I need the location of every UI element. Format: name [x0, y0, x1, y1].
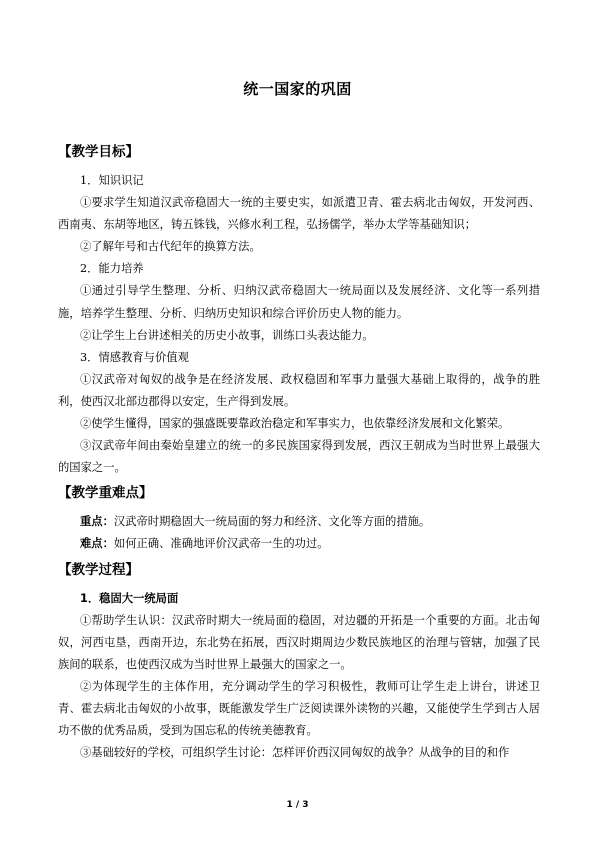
goals-values-heading: 3．情感教育与价值观: [80, 350, 189, 364]
focus-text: 汉武帝时期稳固大一统局面的努力和经济、文化等方面的措施。: [113, 515, 431, 529]
process-item-1: ①帮助学生认识：汉武帝时期大一统局面的稳固，对边疆的开拓是一个重要的方面。北击匈奴，河西屯垦，西南开边，东北势在拓展，西汉时期周边少数民族地区的治理与管辖，加强了民族间的联系，也使西汉成为当时世界上最强大的国家之一。: [58, 613, 540, 671]
page-title: 统一国家的巩固: [243, 80, 352, 98]
goals-values-item-2: ②使学生懂得，国家的强盛既要靠政治稳定和军事实力，也依靠经济发展和文化繁荣。: [80, 417, 510, 431]
goals-ability-item-2: ②让学生上台讲述相关的历史小故事，训练口头表达能力。: [80, 328, 374, 342]
difficulty-label: 难点：: [80, 537, 114, 551]
process-subheading-1-text: 1．稳固大一统局面: [80, 591, 179, 605]
page-number: 1 / 3: [286, 800, 309, 810]
focus-label: 重点：: [80, 515, 114, 529]
section-heading-goals: 【教学目标】: [58, 144, 139, 160]
goals-knowledge-heading: 1．知识识记: [80, 174, 144, 187]
process-item-3: ③基础较好的学校，可组织学生讨论：怎样评价西汉同匈奴的战争？从战争的目的和作: [80, 746, 510, 760]
goals-values-item-1: ①汉武帝对匈奴的战争是在经济发展、政权稳固和军事力量强大基础上取得的，战争的胜利，使西汉北部边郡得以安定，生产得到发展。: [58, 372, 540, 408]
section-heading-keypoints: 【教学重难点】: [58, 485, 153, 502]
keypoint-difficulty: [58, 533, 540, 555]
goals-ability-item-1: ①通过引导学生整理、分析、归纳汉武帝稳固大一统局面以及发展经济、文化等一系列措施，培养学生整理、分析、归纳历史知识和综合评价历史人物的能力。: [58, 284, 540, 320]
process-item-2: ②为体现学生的主体作用，充分调动学生的学习积极性，教师可让学生走上讲台，讲述卫青、霍去病北击匈奴的小故事，既能激发学生广泛阅读课外读物的兴趣，又能使学生学到古人居功不傲的优秀品质，受到为国忘私的传统美德教育。: [58, 679, 540, 738]
document-body: [58, 140, 540, 764]
process-subheading-1: [58, 588, 540, 610]
goals-values-item-3: ③汉武帝年间由秦始皇建立的统一的多民族国家得到发展，西汉王朝成为当时世界上最强大的国家之一。: [58, 439, 540, 475]
goals-ability-heading: 2．能力培养: [80, 262, 144, 276]
goals-knowledge-item-2: ②了解年号和古代纪年的换算方法。: [80, 240, 261, 254]
goals-knowledge-item-1: ①要求学生知道汉武帝稳固大一统的主要史实，如派遣卫青、霍去病北击匈奴，开发河西、西南夷、东胡等地区，铸五铢钱，兴修水利工程，弘扬儒学，举办太学等基础知识；: [58, 196, 540, 232]
difficulty-text: 如何正确、准确地评价汉武帝一生的功过。: [113, 537, 329, 551]
keypoint-focus: [58, 511, 540, 533]
section-heading-process: 【教学过程】: [58, 561, 139, 578]
